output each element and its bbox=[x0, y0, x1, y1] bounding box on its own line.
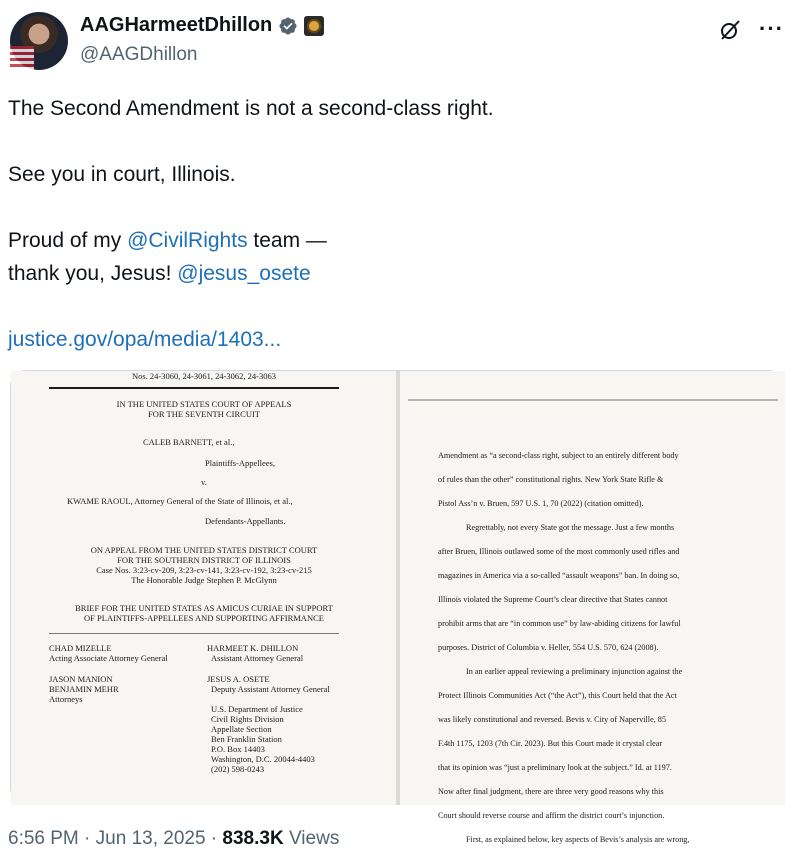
plaintiff-role: Plaintiffs-Appellees, bbox=[205, 458, 275, 468]
counsel-right-8: Ben Franklin Station bbox=[211, 734, 282, 744]
avatar[interactable] bbox=[10, 12, 68, 70]
defendant: KWAME RAOUL, Attorney General of the State of Illinois, et al., bbox=[67, 496, 293, 506]
brief-line-2: OF PLAINTIFFS-APPELLEES AND SUPPORTING AFFIRMANCE bbox=[84, 613, 324, 623]
counsel-right-10: Washington, D.C. 20044-4403 bbox=[211, 754, 315, 764]
post-text bbox=[8, 92, 778, 356]
mention-jesus-osete[interactable]: @jesus_osete bbox=[177, 262, 311, 285]
appeal-line-2: FOR THE SOUTHERN DISTRICT OF ILLINOIS bbox=[117, 555, 291, 565]
body-line-4: Regrettably, not every State got the message. Just a few months bbox=[466, 523, 675, 532]
counsel-left-5: Attorneys bbox=[49, 694, 83, 704]
plaintiff: CALEB BARNETT, et al., bbox=[143, 437, 235, 447]
case-numbers: Nos. 24-3060, 24-3061, 24-3062, 24-3063 bbox=[131, 371, 277, 381]
post-line-1: The Second Amendment is not a second-class right. bbox=[8, 97, 494, 120]
counsel-right-11: (202) 598-0243 bbox=[211, 764, 265, 774]
versus: v. bbox=[201, 477, 207, 487]
appeal-line-1: ON APPEAL FROM THE UNITED STATES DISTRICT COURT bbox=[90, 545, 318, 555]
post-line-2: See you in court, Illinois. bbox=[8, 163, 236, 186]
body-line-16: Court should reverse course and affirm the district court’s injunction. bbox=[438, 811, 665, 820]
post-header bbox=[8, 8, 792, 72]
body-line-6: magazines in America via a so-called “assault weapons” ban. In doing so, bbox=[438, 571, 680, 580]
appeal-line-4: The Honorable Judge Stephen P. McGlynn bbox=[131, 575, 277, 585]
divider bbox=[49, 633, 339, 634]
counsel-left-1: CHAD MIZELLE bbox=[49, 643, 112, 653]
author-handle[interactable]: @AAGDhillon bbox=[80, 44, 198, 65]
post-line-3: Proud of my @CivilRights team — bbox=[8, 229, 327, 252]
counsel-right-6: Civil Rights Division bbox=[211, 714, 284, 724]
counsel-right-3: JESUS A. OSETE bbox=[207, 674, 270, 684]
display-name[interactable]: AAGHarmeetDhillon bbox=[80, 14, 273, 36]
document-cover-page bbox=[11, 371, 397, 805]
body-line-7: Illinois violated the Supreme Court’s clear directive that States cannot bbox=[438, 595, 668, 604]
grok-icon[interactable] bbox=[718, 18, 742, 42]
defendant-role: Defendants-Appellants. bbox=[205, 516, 286, 526]
counsel-right-7: Appellate Section bbox=[211, 724, 272, 734]
mention-civilrights[interactable]: @CivilRights bbox=[127, 229, 248, 252]
counsel-right-4: Deputy Assistant Attorney General bbox=[211, 684, 330, 694]
counsel-left-3: JASON MANION bbox=[49, 674, 113, 684]
body-line-15: Now after final judgment, there are three very good reasons why this bbox=[438, 787, 664, 796]
court-line-2: FOR THE SEVENTH CIRCUIT bbox=[148, 409, 260, 419]
body-line-9: purposes. District of Columbia v. Heller, 554 U.S. 570, 624 (2008). bbox=[438, 643, 659, 652]
body-line-8: prohibit arms that are “in common use” by law-abiding citizens for lawful bbox=[438, 619, 681, 628]
body-line-1: Amendment as “a second-class right, subject to an entirely different body bbox=[438, 451, 679, 460]
counsel-right-2: Assistant Attorney General bbox=[211, 653, 304, 663]
verified-badge-icon[interactable] bbox=[278, 16, 298, 36]
body-line-12: was likely constitutional and reversed. Bevis v. City of Naperville, 85 bbox=[438, 715, 666, 724]
body-line-10: In an earlier appeal reviewing a preliminary injunction against the bbox=[466, 667, 683, 676]
body-line-11: Protect Illinois Communities Act (“the Act”), this Court held that the Act bbox=[438, 691, 677, 700]
counsel-left-2: Acting Associate Attorney General bbox=[49, 653, 168, 663]
counsel-right-5: U.S. Department of Justice bbox=[211, 704, 303, 714]
government-affiliation-icon[interactable] bbox=[304, 16, 324, 36]
post-time[interactable]: 6:56 PM bbox=[8, 828, 79, 849]
post-date[interactable]: Jun 13, 2025 bbox=[95, 828, 206, 849]
views-label: Views bbox=[283, 828, 340, 849]
more-options-icon[interactable]: ··· bbox=[759, 16, 784, 41]
views-count: 838.3K bbox=[222, 828, 284, 849]
document-body-page bbox=[400, 371, 785, 844]
body-line-14: that its opinion was “just a preliminary look at the subject.” Id. at 1197. bbox=[438, 763, 672, 772]
brief-line-1: BRIEF FOR THE UNITED STATES AS AMICUS CURIAE IN SUPPORT bbox=[75, 603, 333, 613]
divider bbox=[49, 387, 339, 389]
appeal-line-3: Case Nos. 3:23-cv-209, 3:23-cv-141, 3:23-cv-192, 3:23-cv-215 bbox=[96, 565, 312, 575]
body-line-5: after Bruen, Illinois outlawed some of the most commonly used rifles and bbox=[438, 547, 680, 556]
counsel-right-1: HARMEET K. DHILLON bbox=[207, 643, 299, 653]
body-line-13: F.4th 1175, 1203 (7th Cir. 2023). But this Court made it crystal clear bbox=[438, 739, 663, 748]
body-line-3: Pistol Ass’n v. Bruen, 597 U.S. 1, 70 (2022) (citation omitted). bbox=[438, 499, 644, 508]
body-line-2: of rules than the other” constitutional rights. New York State Rifle & bbox=[438, 475, 664, 484]
post-line-4: thank you, Jesus! @jesus_osete bbox=[8, 262, 311, 285]
counsel-right-9: P.O. Box 14403 bbox=[211, 744, 265, 754]
post-metadata: 6:56 PM · Jun 13, 2025 · 838.3K Views bbox=[8, 828, 340, 849]
divider bbox=[408, 399, 778, 401]
court-line-1: IN THE UNITED STATES COURT OF APPEALS bbox=[116, 399, 292, 409]
post-url-link[interactable]: justice.gov/opa/media/1403... bbox=[8, 328, 282, 351]
author-name-row bbox=[80, 14, 324, 37]
body-line-17: First, as explained below, key aspects of Bevis’s analysis are wrong, bbox=[466, 835, 690, 844]
counsel-left-4: BENJAMIN MEHR bbox=[49, 684, 119, 694]
